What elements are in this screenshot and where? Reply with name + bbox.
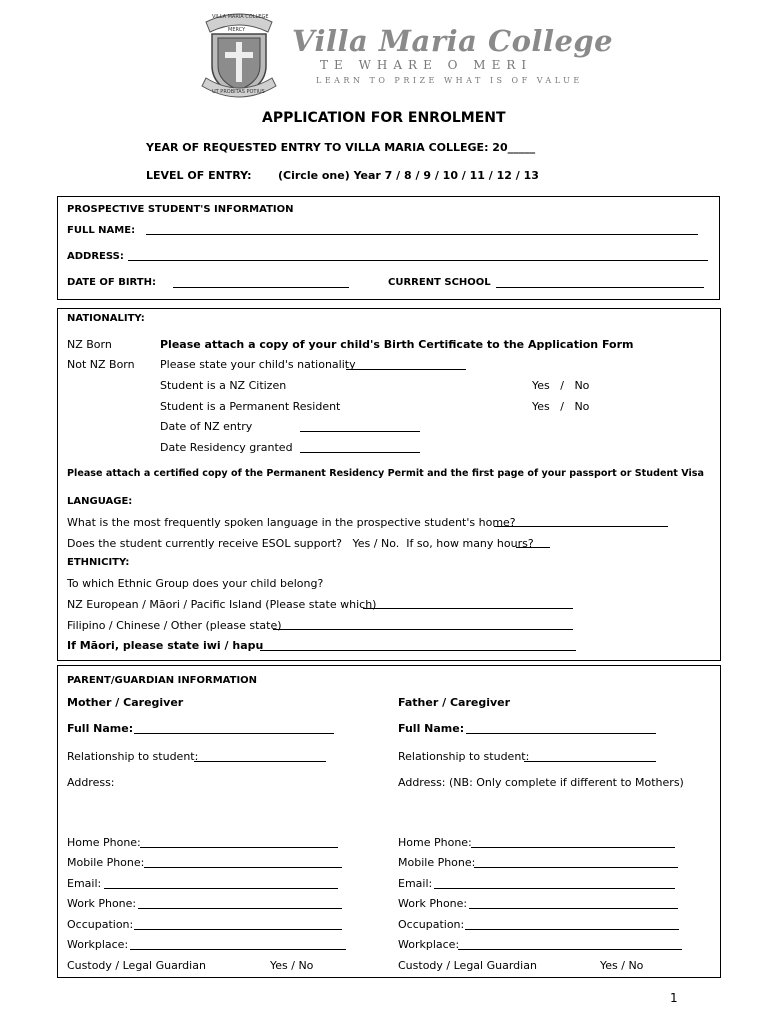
full-name-label: FULL NAME: xyxy=(67,225,136,236)
ethnicity-q2-line[interactable] xyxy=(363,608,573,609)
resident-label: Student is a Permanent Resident xyxy=(160,400,341,413)
full-name-line[interactable] xyxy=(146,234,698,235)
father-custody-label: Custody / Legal Guardian xyxy=(398,959,537,972)
father-home-phone-label: Home Phone: xyxy=(398,836,472,849)
mother-full-name-line[interactable] xyxy=(134,733,334,734)
state-nationality: Please state your child's nationality xyxy=(160,358,356,371)
mother-relationship-label: Relationship to student: xyxy=(67,750,199,763)
father-occupation-line[interactable] xyxy=(465,929,679,930)
crest-mercy-text: MERCY xyxy=(228,27,246,33)
motto: LEARN TO PRIZE WHAT IS OF VALUE xyxy=(316,76,583,85)
dob-label: DATE OF BIRTH: xyxy=(67,277,156,288)
ethnicity-q3-line[interactable] xyxy=(273,629,573,630)
mother-custody-label: Custody / Legal Guardian xyxy=(67,959,206,972)
mother-full-name-label: Full Name: xyxy=(67,722,134,735)
mother-work-phone-label: Work Phone: xyxy=(67,897,137,910)
mother-home-phone-line[interactable] xyxy=(140,847,338,848)
mother-address-label: Address: xyxy=(67,776,115,789)
crest-bottom-text: UT PROBITAS POTIUS xyxy=(212,89,265,95)
father-workplace-line[interactable] xyxy=(458,949,682,950)
ethnicity-q4: If Māori, please state iwi / hapu xyxy=(67,639,264,652)
page-number: 1 xyxy=(670,991,678,1005)
father-mobile-phone-label: Mobile Phone: xyxy=(398,856,476,869)
mother-email-line[interactable] xyxy=(104,888,338,889)
ethnicity-q3: Filipino / Chinese / Other (please state) xyxy=(67,619,282,632)
mother-custody-yes-no[interactable]: Yes / No xyxy=(270,959,314,972)
parent-info-box xyxy=(57,665,721,978)
mother-email-label: Email: xyxy=(67,877,102,890)
college-name: Villa Maria College xyxy=(292,24,614,58)
ethnicity-q1: To which Ethnic Group does your child belong? xyxy=(67,577,324,590)
mother-workplace-label: Workplace: xyxy=(67,938,129,951)
nz-born-note: Please attach a copy of your child's Birth Certificate to the Application Form xyxy=(160,338,634,351)
current-school-label: CURRENT SCHOOL xyxy=(388,277,491,288)
mother-home-phone-label: Home Phone: xyxy=(67,836,141,849)
ethnicity-q4-line[interactable] xyxy=(260,650,576,651)
mother-work-phone-line[interactable] xyxy=(138,908,342,909)
level-of-entry-options: (Circle one) Year 7 / 8 / 9 / 10 / 11 / 12 / 13 xyxy=(278,169,539,182)
year-of-entry: YEAR OF REQUESTED ENTRY TO VILLA MARIA COLLEGE: 20_____ xyxy=(146,141,536,154)
ethnicity-heading: ETHNICITY: xyxy=(67,557,130,568)
nationality-heading: NATIONALITY: xyxy=(67,313,145,324)
ethnicity-q2: NZ European / Māori / Pacific Island (Please state which) xyxy=(67,598,377,611)
language-q2: Does the student currently receive ESOL support? Yes / No. If so, how many hours? xyxy=(67,537,534,550)
dob-line[interactable] xyxy=(173,287,349,288)
mother-relationship-line[interactable] xyxy=(194,761,326,762)
father-work-phone-label: Work Phone: xyxy=(398,897,468,910)
mother-heading: Mother / Caregiver xyxy=(67,696,184,709)
father-relationship-label: Relationship to student: xyxy=(398,750,530,763)
father-occupation-label: Occupation: xyxy=(398,918,465,931)
date-residency-label: Date Residency granted xyxy=(160,441,293,454)
father-workplace-label: Workplace: xyxy=(398,938,460,951)
mother-mobile-phone-line[interactable] xyxy=(144,867,342,868)
mother-mobile-phone-label: Mobile Phone: xyxy=(67,856,145,869)
language-q1-line[interactable] xyxy=(494,526,668,527)
citizen-label: Student is a NZ Citizen xyxy=(160,379,287,392)
father-email-line[interactable] xyxy=(434,888,675,889)
crest-top-text: VILLA MARIA COLLEGE xyxy=(212,14,269,20)
resident-yes-no[interactable]: Yes / No xyxy=(532,400,590,413)
mother-occupation-label: Occupation: xyxy=(67,918,134,931)
address-label: ADDRESS: xyxy=(67,251,124,262)
date-entry-line[interactable] xyxy=(300,431,420,432)
father-relationship-line[interactable] xyxy=(524,761,656,762)
parent-heading: PARENT/GUARDIAN INFORMATION xyxy=(67,675,258,686)
date-entry-label: Date of NZ entry xyxy=(160,420,253,433)
mother-workplace-line[interactable] xyxy=(130,949,346,950)
father-full-name-line[interactable] xyxy=(466,733,656,734)
maori-name: TE WHARE O MERI xyxy=(320,58,533,72)
student-heading: PROSPECTIVE STUDENT'S INFORMATION xyxy=(67,204,294,215)
residency-attach-note: Please attach a certified copy of the Permanent Residency Permit and the first page of your passport or Student Visa xyxy=(67,468,704,479)
father-custody-yes-no[interactable]: Yes / No xyxy=(600,959,644,972)
address-line[interactable] xyxy=(128,260,708,261)
father-mobile-phone-line[interactable] xyxy=(474,867,678,868)
date-residency-line[interactable] xyxy=(300,452,420,453)
father-email-label: Email: xyxy=(398,877,433,890)
college-crest xyxy=(198,8,280,104)
not-nz-born-label: Not NZ Born xyxy=(67,358,135,371)
citizen-yes-no[interactable]: Yes / No xyxy=(532,379,590,392)
father-full-name-label: Full Name: xyxy=(398,722,465,735)
language-q2-line[interactable] xyxy=(516,547,550,548)
nationality-line[interactable] xyxy=(346,369,466,370)
language-heading: LANGUAGE: xyxy=(67,496,133,507)
level-of-entry-label: LEVEL OF ENTRY: xyxy=(146,169,252,182)
nz-born-label: NZ Born xyxy=(67,338,112,351)
father-address-label: Address: (NB: Only complete if different to Mothers) xyxy=(398,776,684,789)
father-work-phone-line[interactable] xyxy=(469,908,678,909)
father-heading: Father / Caregiver xyxy=(398,696,511,709)
page-title: APPLICATION FOR ENROLMENT xyxy=(262,110,506,126)
current-school-line[interactable] xyxy=(496,287,704,288)
mother-occupation-line[interactable] xyxy=(134,929,342,930)
language-q1: What is the most frequently spoken language in the prospective student's home? xyxy=(67,516,516,529)
father-home-phone-line[interactable] xyxy=(471,847,675,848)
